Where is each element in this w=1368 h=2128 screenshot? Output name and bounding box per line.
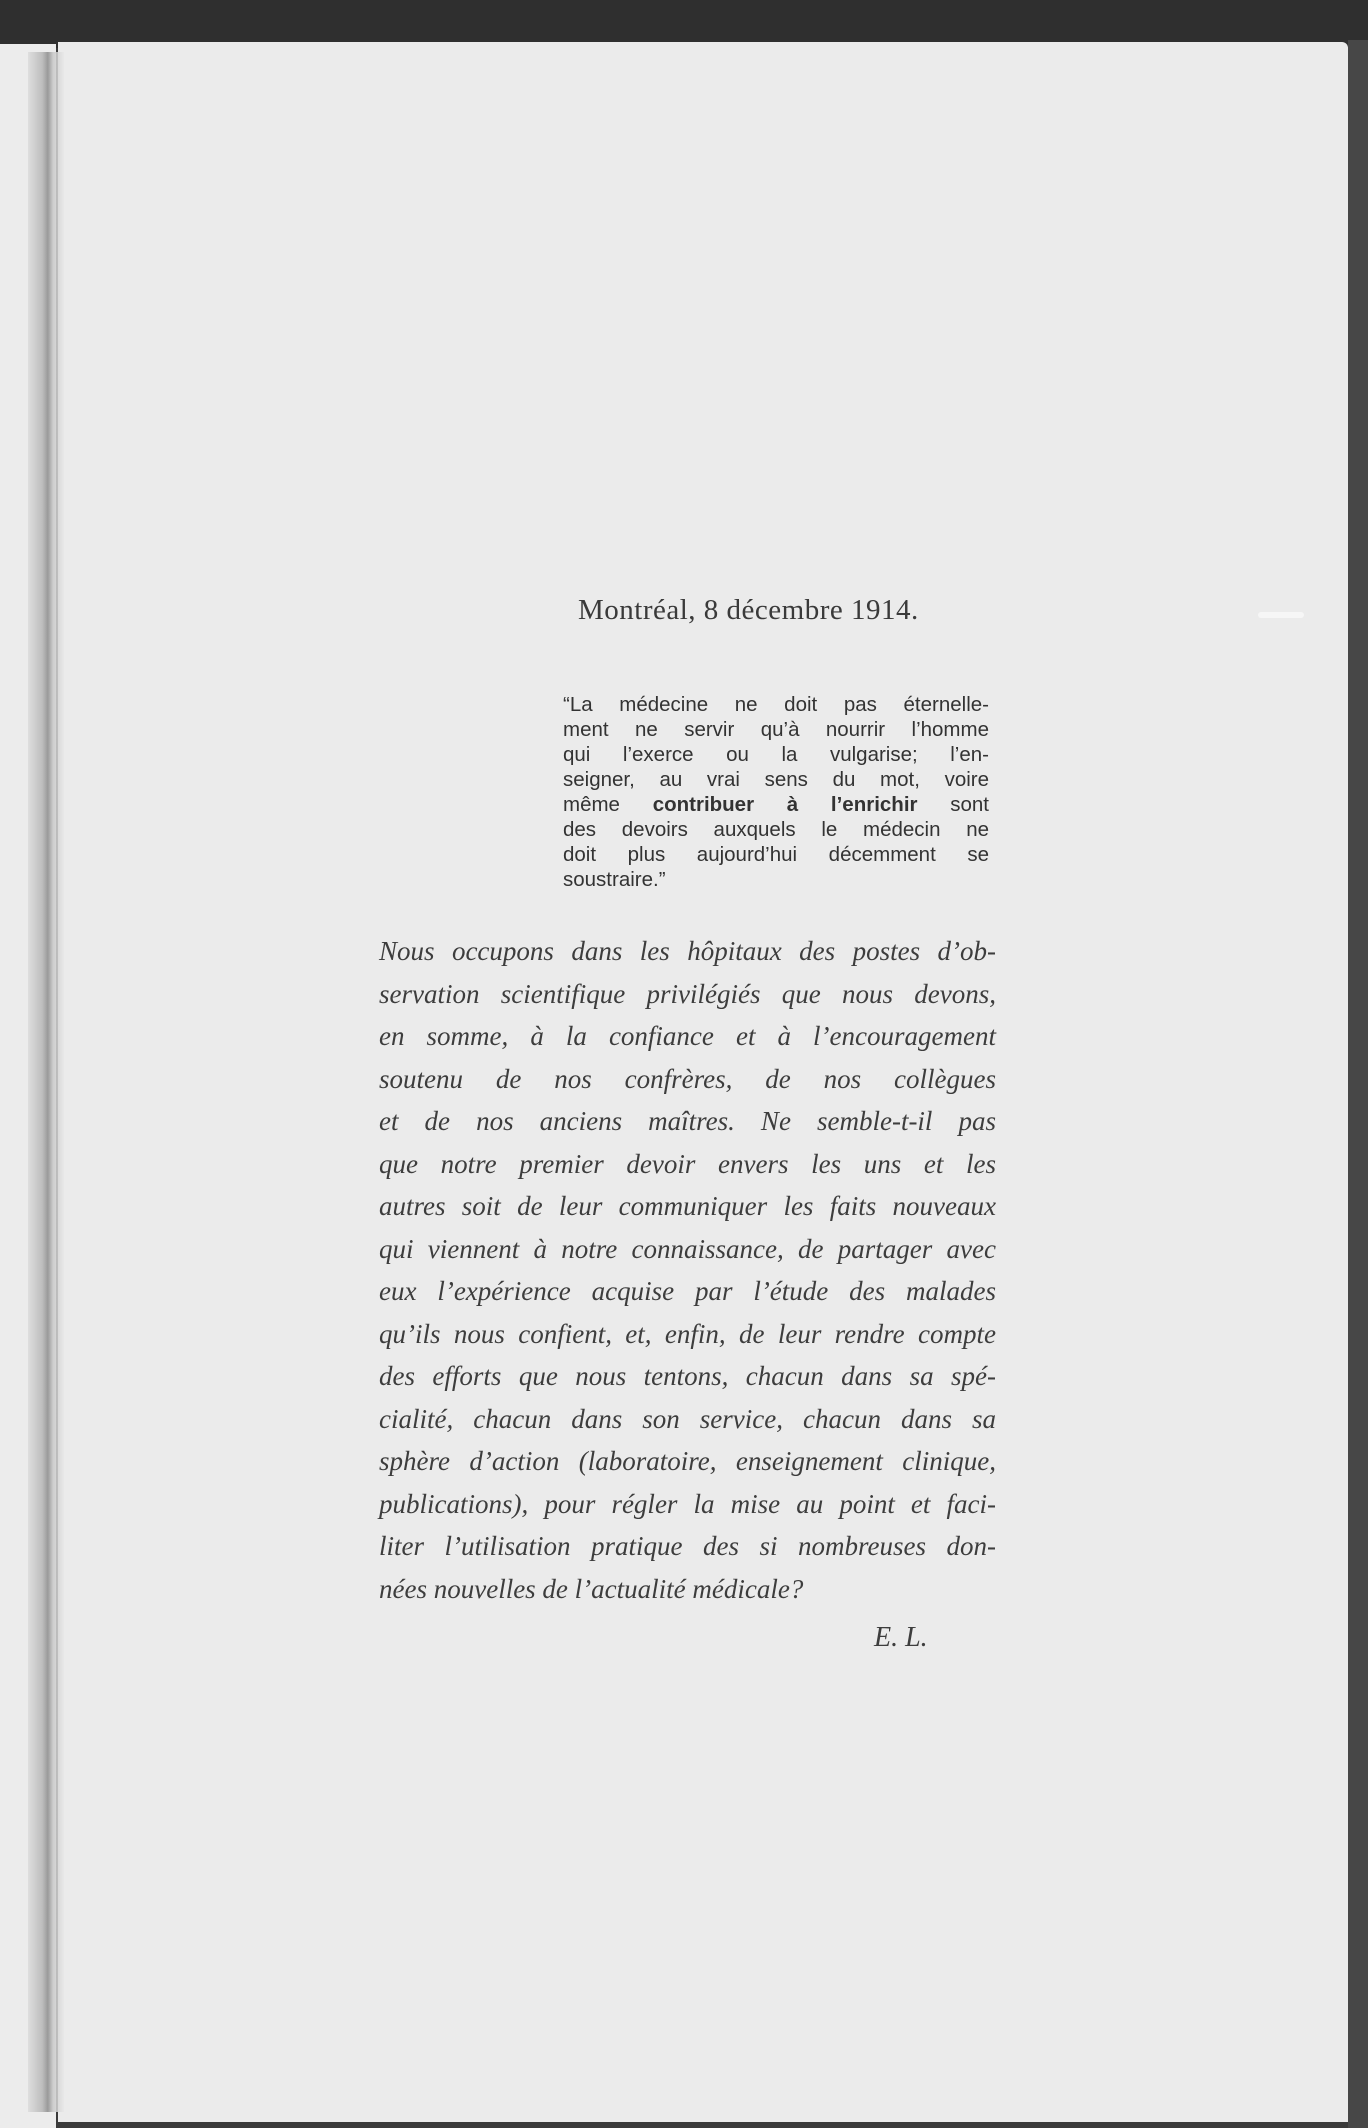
body-line: cialité, chacun dans son service, chacun dans sa <box>379 1403 996 1434</box>
body-line: qu’ils nous confient, et, enfin, de leur rendre compte <box>379 1318 996 1349</box>
quote-text: même <box>563 793 653 816</box>
body-line: Nous occupons dans les hôpitaux des postes d’ob- <box>379 936 996 966</box>
epigraph-quote <box>563 692 989 892</box>
scan-right-border <box>1348 40 1368 2128</box>
body-line: qui viennent à notre connaissance, de partager avec <box>379 1233 996 1264</box>
quote-line: soustraire.” <box>563 868 666 891</box>
signature-initials: E. L. <box>874 1622 928 1653</box>
quote-bold-phrase: contribuer à l’enrichir <box>652 793 918 816</box>
quote-line: seigner, au vrai sens du mot, voire <box>563 768 989 791</box>
paper-mark <box>1258 612 1304 618</box>
body-line: des efforts que nous tentons, chacun dans sa spé- <box>379 1361 996 1391</box>
body-line: nées nouvelles de l’actualité médicale? <box>379 1573 804 1604</box>
body-line: liter l’utilisation pratique des si nombreuses don- <box>379 1531 996 1561</box>
body-paragraph <box>379 930 996 1610</box>
quote-line: “La médecine ne doit pas éternelle- <box>563 693 989 716</box>
body-line: servation scientifique privilégiés que nous devons, <box>379 978 996 1009</box>
body-line: que notre premier devoir envers les uns et les <box>379 1148 996 1179</box>
body-line: soutenu de nos confrères, de nos collègues <box>379 1063 996 1094</box>
book-spine-shadow <box>28 52 64 2112</box>
body-line: en somme, à la confiance et à l’encouragement <box>379 1021 996 1051</box>
quote-line: des devoirs auxquels le médecin ne <box>563 818 989 841</box>
body-line: et de nos anciens maîtres. Ne semble-t-il pas <box>379 1106 996 1136</box>
body-line: publications), pour régler la mise au point et faci- <box>379 1488 996 1519</box>
body-line: autres soit de leur communiquer les faits nouveaux <box>379 1191 996 1221</box>
quote-line: qui l’exerce ou la vulgarise; l’en- <box>563 743 989 766</box>
body-line: eux l’expérience acquise par l’étude des malades <box>379 1276 996 1306</box>
quote-text: sont <box>917 793 989 816</box>
quote-line-emphasis <box>563 792 989 817</box>
scan-top-border <box>0 0 1368 48</box>
body-line: sphère d’action (laboratoire, enseignement clinique, <box>379 1446 996 1476</box>
dateline: Montréal, 8 décembre 1914. <box>578 594 919 626</box>
quote-line: ment ne servir qu’à nourrir l’homme <box>563 718 989 741</box>
quote-line: doit plus aujourd’hui décemment se <box>563 843 989 866</box>
